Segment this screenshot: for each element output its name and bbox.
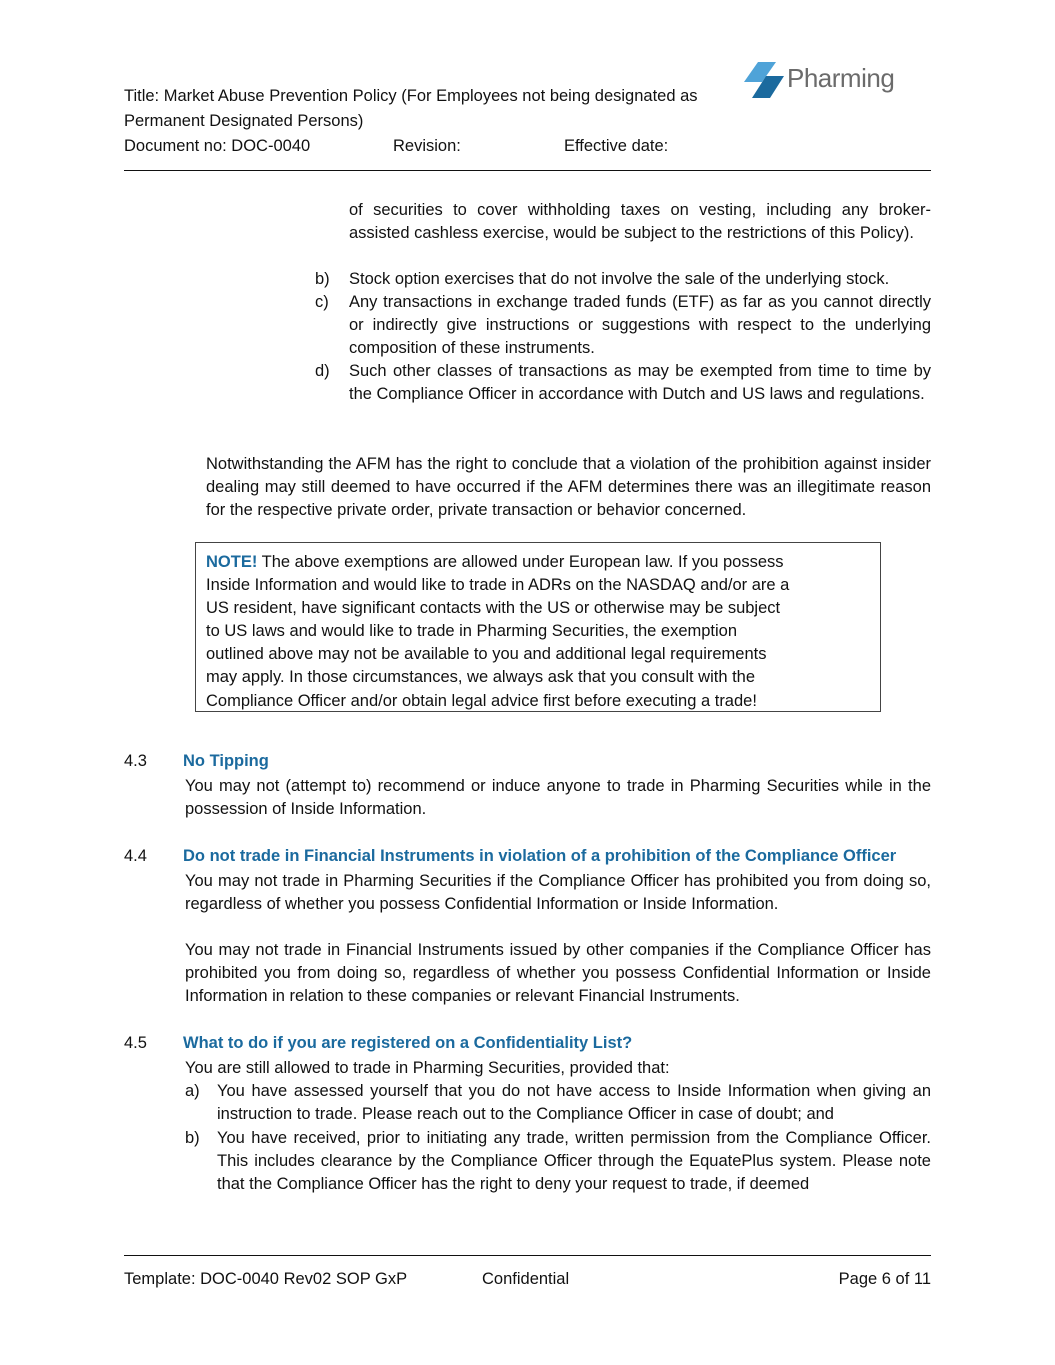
section-paragraph: You may not trade in Financial Instruments issued by other companies if the Compliance Officer has prohibited you from doing so, regardless of whether you possess Confidential Information or Inside Information in relation to these companies or relevant Financial Instruments. — [185, 941, 931, 1006]
footer-page-number: Page 6 of 11 — [838, 1270, 931, 1288]
afm-paragraph: Notwithstanding the AFM has the right to conclude that a violation of the prohibition against insider dealing may still deemed to have occurred if the AFM determines there was an illegitimate reason for the respective private order, private transaction or behavior concerned. — [206, 455, 931, 520]
pharming-logo-icon — [744, 60, 784, 100]
note-line: outlined above may not be available to you and additional legal requirements — [206, 645, 767, 664]
note-line: Inside Information and would like to trade in ADRs on the NASDAQ and/or are a — [206, 576, 790, 595]
section-paragraph: You may not trade in Pharming Securities if the Compliance Officer has prohibited you from doing so, regardless of whether you possess Confidential Information or Inside Information. — [185, 872, 931, 914]
list-item — [185, 1080, 931, 1126]
section-intro: You are still allowed to trade in Pharming Securities, provided that: — [185, 1059, 670, 1077]
list-marker: b) — [315, 270, 330, 288]
note-box — [195, 542, 881, 712]
pharming-logo — [744, 60, 894, 100]
note-line: may apply. In those circumstances, we always ask that you consult with the — [206, 668, 756, 687]
footer-template: Template: DOC-0040 Rev02 SOP GxP — [124, 1270, 408, 1288]
list-item — [315, 268, 931, 291]
doc-title-line2: Permanent Designated Persons) — [124, 112, 364, 130]
section-paragraph: You may not (attempt to) recommend or induce anyone to trade in Pharming Securities while in the possession of Inside Information. — [185, 777, 931, 819]
header-divider — [124, 170, 931, 171]
section-number: 4.5 — [124, 1034, 147, 1052]
continued-item-text: of securities to cover withholding taxes on vesting, including any broker-assisted cashless exercise, would be subject to the restrictions of this Policy). — [349, 201, 931, 243]
note-keyword: NOTE! — [206, 553, 258, 571]
list-item — [315, 291, 931, 360]
doc-revision: Revision: — [393, 137, 461, 155]
doc-number: Document no: DOC-0040 — [124, 137, 311, 155]
doc-effective-date: Effective date: — [564, 137, 669, 155]
footer-divider — [124, 1255, 931, 1256]
list-item-text: Such other classes of transactions as may be exempted from time to time by the Compliance Officer in accordance with Dutch and US laws and regulations. — [349, 362, 931, 404]
list-item-text: You have received, prior to initiating any trade, written permission from the Compliance Officer. This includes clearance by the Compliance Officer through the EquatePlus system. Please note that the Compliance Officer has the right to deny your request to trade, if deemed — [217, 1129, 931, 1194]
note-line: Compliance Officer and/or obtain legal advice first before executing a trade! — [206, 691, 757, 710]
note-line: US resident, have significant contacts with the US or otherwise may be subject — [206, 599, 781, 618]
list-item-text: Any transactions in exchange traded funds (ETF) as far as you cannot directly or indirectly give instructions or suggestions with respect to the underlying composition of these instruments. — [349, 293, 931, 358]
section-title-no-tipping: No Tipping — [183, 752, 269, 770]
section-number: 4.4 — [124, 847, 147, 865]
section-title-prohibition: Do not trade in Financial Instruments in violation of a prohibition of the Compliance Officer — [183, 847, 897, 865]
list-marker: c) — [315, 293, 329, 311]
list-marker: b) — [185, 1129, 200, 1147]
pharming-logo-text: Pharming — [787, 63, 895, 93]
footer-classification: Confidential — [482, 1270, 570, 1288]
note-line: to US laws and would like to trade in Pharming Securities, the exemption — [206, 622, 738, 641]
doc-title-line1: Title: Market Abuse Prevention Policy (For Employees not being designated as — [124, 87, 698, 105]
list-marker: d) — [315, 362, 330, 380]
list-item — [315, 360, 931, 406]
list-item-text: Stock option exercises that do not involve the sale of the underlying stock. — [349, 270, 890, 288]
section-number: 4.3 — [124, 752, 147, 770]
list-item — [185, 1127, 931, 1196]
list-item-text: You have assessed yourself that you do not have access to Inside Information when giving an instruction to trade. Please reach out to the Compliance Officer in case of doubt; and — [217, 1082, 931, 1124]
section-title-confidentiality-list: What to do if you are registered on a Confidentiality List? — [183, 1034, 633, 1052]
note-line: The above exemptions are allowed under European law. If you possess — [257, 553, 784, 571]
list-marker: a) — [185, 1082, 200, 1100]
